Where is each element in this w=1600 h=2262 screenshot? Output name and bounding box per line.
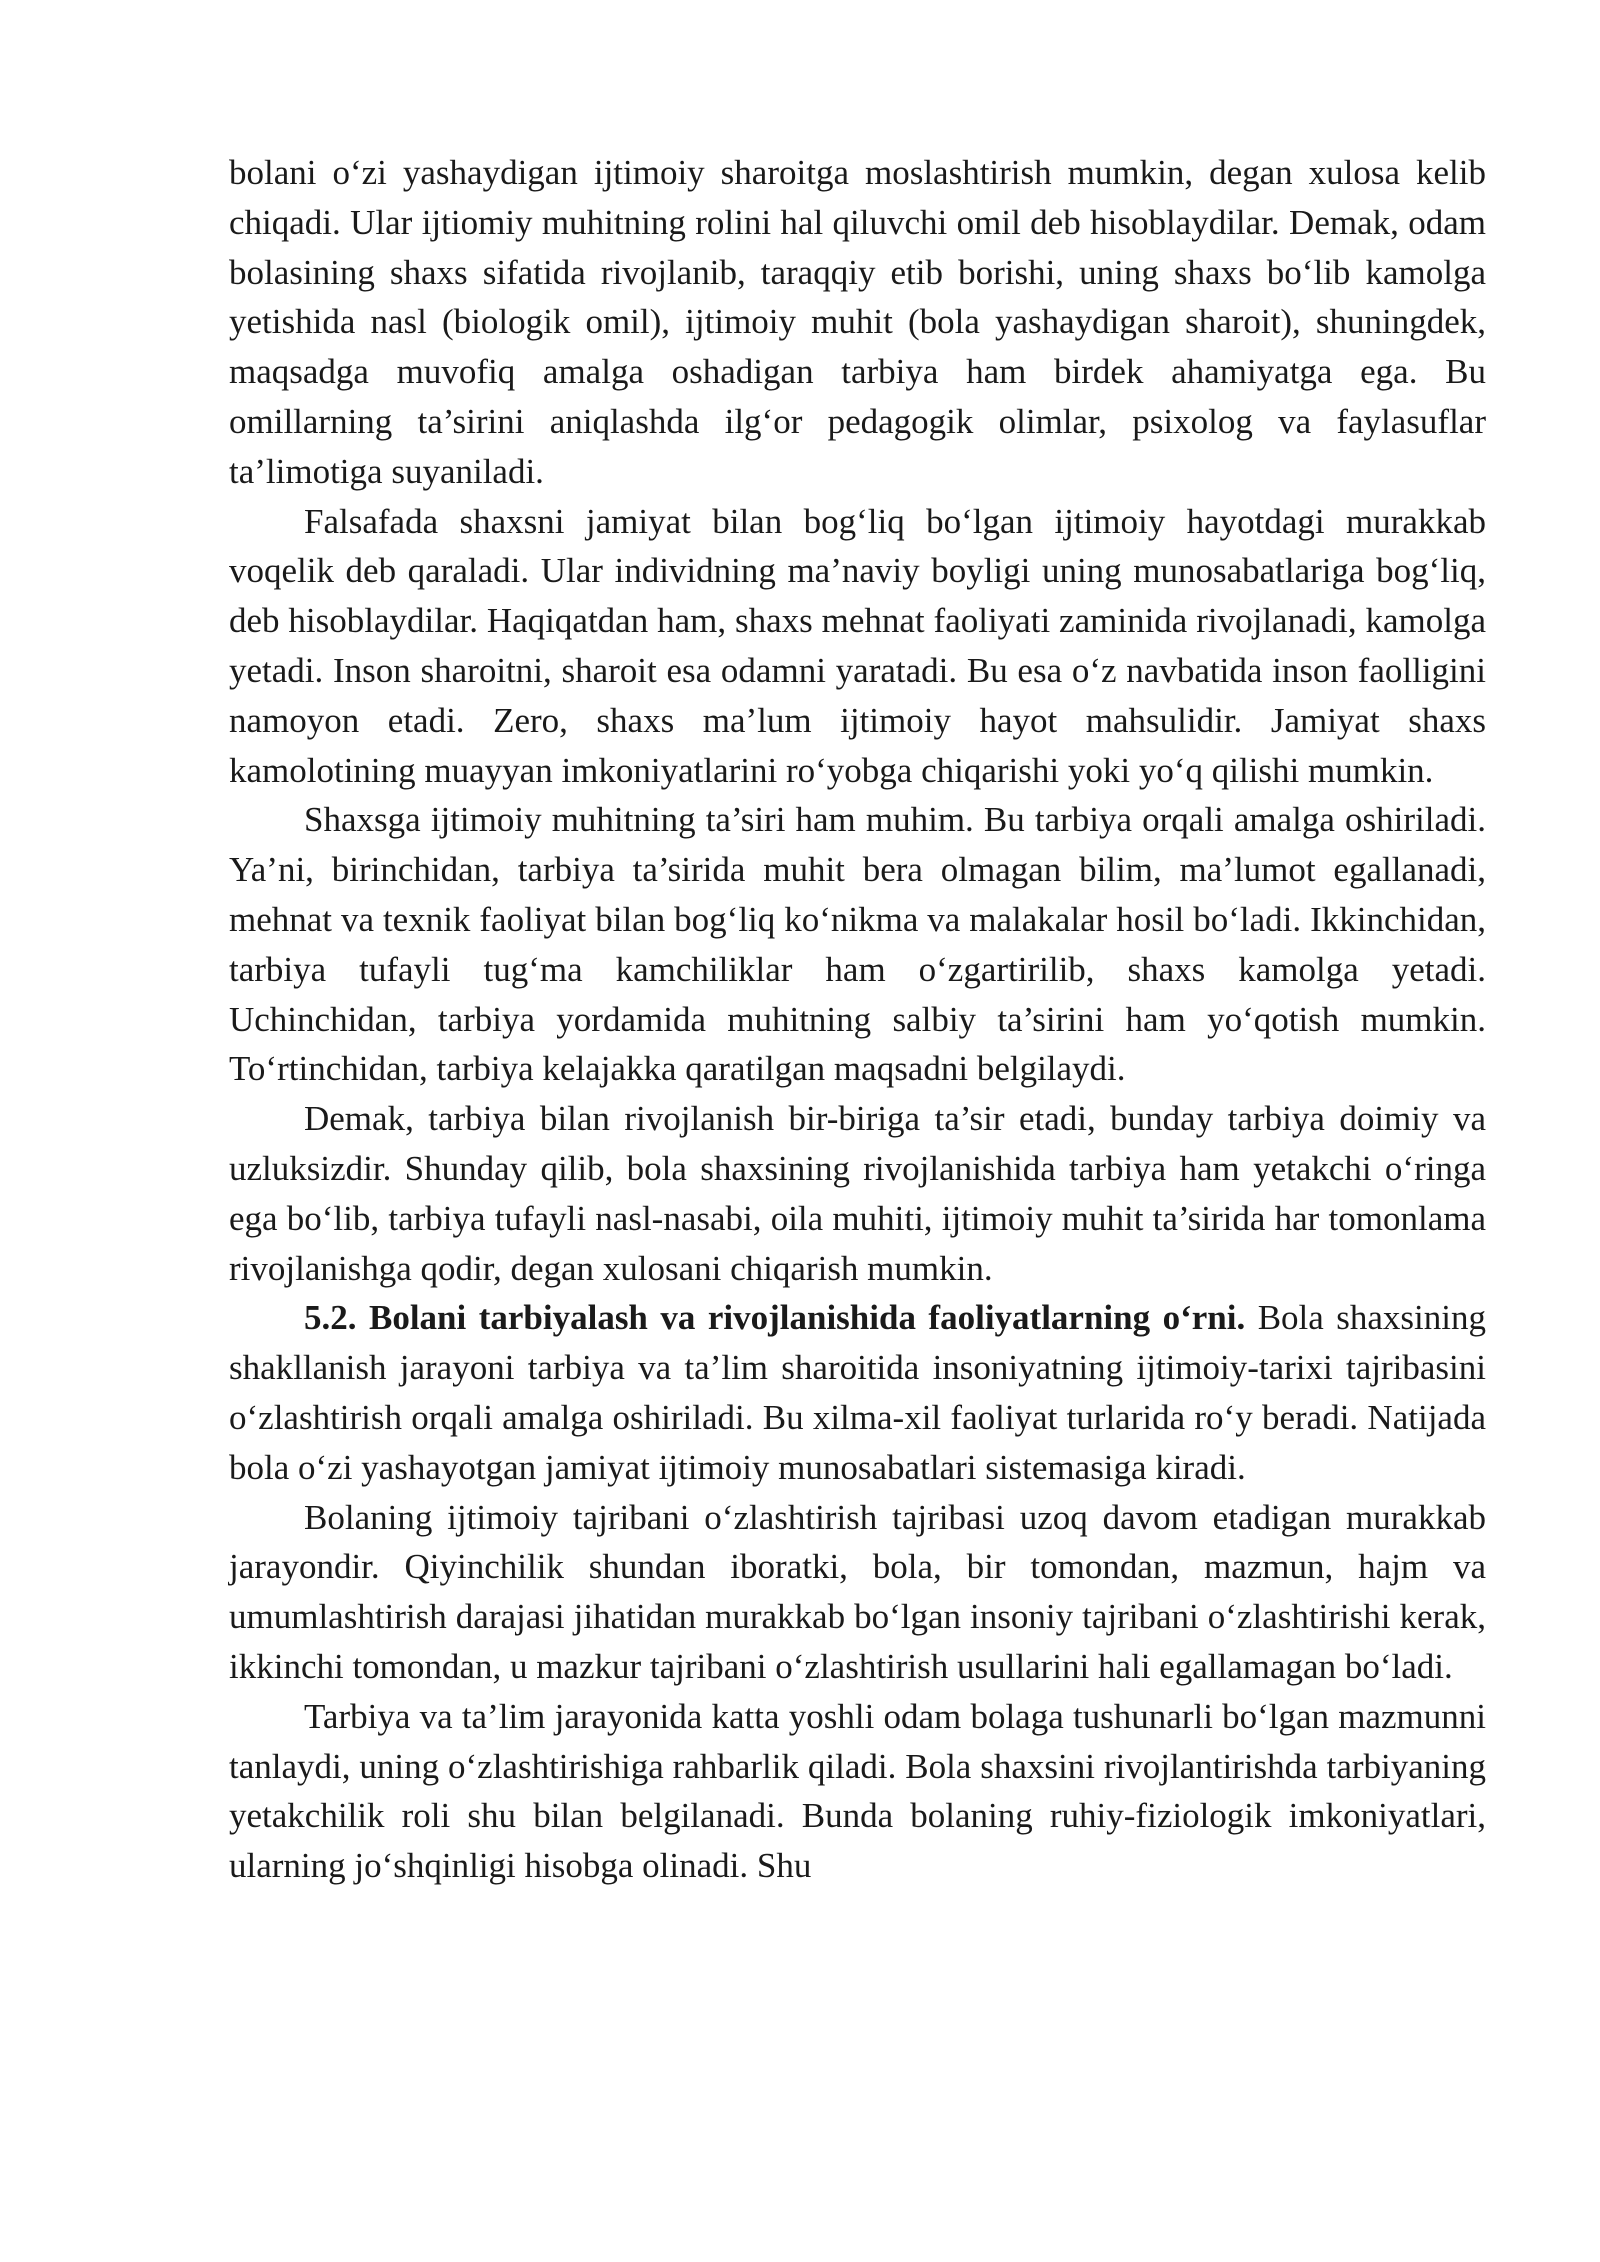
- paragraph-2: Falsafada shaxsni jamiyat bilan bog‘liq bo‘lgan ijtimoiy hayotdagi murakkab voqelik deb qaraladi. Ular individning ma’naviy boyligi uning munosabatlariga bog‘liq, deb hisoblaydilar. Haqiqatdan ham, shaxs mehnat faoliyati zaminida rivojlanadi, kamolga yetadi. Inson sharoitni, sharoit esa odamni yaratadi. Bu esa o‘z navbatida inson faolligini namoyon etadi. Zero, shaxs ma’lum ijtimoiy hayot mahsulidir. Jamiyat shaxs kamolotining muayyan imkoniyatlarini ro‘yobga chiqarishi yoki yo‘q qilishi mumkin.: [229, 501, 1486, 790]
- section-heading: 5.2. Bolani tarbiyalash va rivojlanishida faoliyatlarning o‘rni.: [304, 1298, 1246, 1338]
- paragraph-1: bolani o‘zi yashaydigan ijtimoiy sharoitga moslashtirish mumkin, degan xulosa kelib chiqadi. Ular ijtiomiy muhitning rolini hal qiluvchi omil deb hisoblaydilar. Demak, odam bolasining shaxs sifatida rivojlanib, taraqqiy etib borishi, uning shaxs bo‘lib kamolga yetishida nasl (biologik omil), ijtimoiy muhit (bola yashaydigan sharoit), shuningdek, maqsadga muvofiq amalga oshadigan tarbiya ham birdek ahamiyatga ega. Bu omillarning ta’sirini aniqlashda ilg‘or pedagogik olimlar, psixolog va faylasuflar ta’limotiga suyaniladi.: [229, 153, 1486, 491]
- paragraph-4: Demak, tarbiya bilan rivojlanish bir-biriga ta’sir etadi, bunday tarbiya doimiy va uzluksizdir. Shunday qilib, bola shaxsining rivojlanishida tarbiya ham yetakchi o‘ringa ega bo‘lib, tarbiya tufayli nasl-nasabi, oila muhiti, ijtimoiy muhit ta’sirida har tomonlama rivojlanishga qodir, degan xulosani chiqarish mumkin.: [229, 1099, 1486, 1288]
- paragraph-7: Tarbiya va ta’lim jarayonida katta yoshli odam bolaga tushunarli bo‘lgan mazmunni tanlaydi, uning o‘zlashtirishiga rahbarlik qiladi. Bola shaxsini rivojlantirishda tarbiyaning yetakchilik roli shu bilan belgilanadi. Bunda bolaning ruhiy-fiziologik imkoniyatlari, ularning jo‘shqinligi hisobga olinadi. Shu: [229, 1696, 1486, 1886]
- paragraph-5: [229, 1293, 1486, 1492]
- paragraph-5-body: Bola shaxsining shakllanish jarayoni tarbiya va ta’lim sharoitida insoniyatning ijtimoiy-tarixi tajribasini o‘zlashtirish orqali amalga oshiriladi. Bu xilma-xil faoliyat turlarida ro‘y beradi. Natijada bola o‘zi yashayotgan jamiyat ijtimoiy munosabatlari sistemasiga kiradi.: [229, 1298, 1486, 1487]
- document-page: [229, 148, 1486, 1891]
- paragraph-3: Shaxsga ijtimoiy muhitning ta’siri ham muhim. Bu tarbiya orqali amalga oshiriladi. Ya’ni, birinchidan, tarbiya ta’sirida muhit bera olmagan bilim, ma’lumot egallanadi, mehnat va texnik faoliyat bilan bog‘liq ko‘nikma va malakalar hosil bo‘ladi. Ikkinchidan, tarbiya tufayli tug‘ma kamchiliklar ham o‘zgartirilib, shaxs kamolga yetadi. Uchinchidan, tarbiya yordamida muhitning salbiy ta’sirini ham yo‘qotish mumkin. To‘rtinchidan, tarbiya kelajakka qaratilgan maqsadni belgilaydi.: [229, 800, 1486, 1089]
- paragraph-6: Bolaning ijtimoiy tajribani o‘zlashtirish tajribasi uzoq davom etadigan murakkab jarayondir. Qiyinchilik shundan iboratki, bola, bir tomondan, mazmun, hajm va umumlashtirish darajasi jihatidan murakkab bo‘lgan insoniy tajribani o‘zlashtirishi kerak, ikkinchi tomondan, u mazkur tajribani o‘zlashtirish usullarini hali egallamagan bo‘ladi.: [229, 1497, 1486, 1686]
